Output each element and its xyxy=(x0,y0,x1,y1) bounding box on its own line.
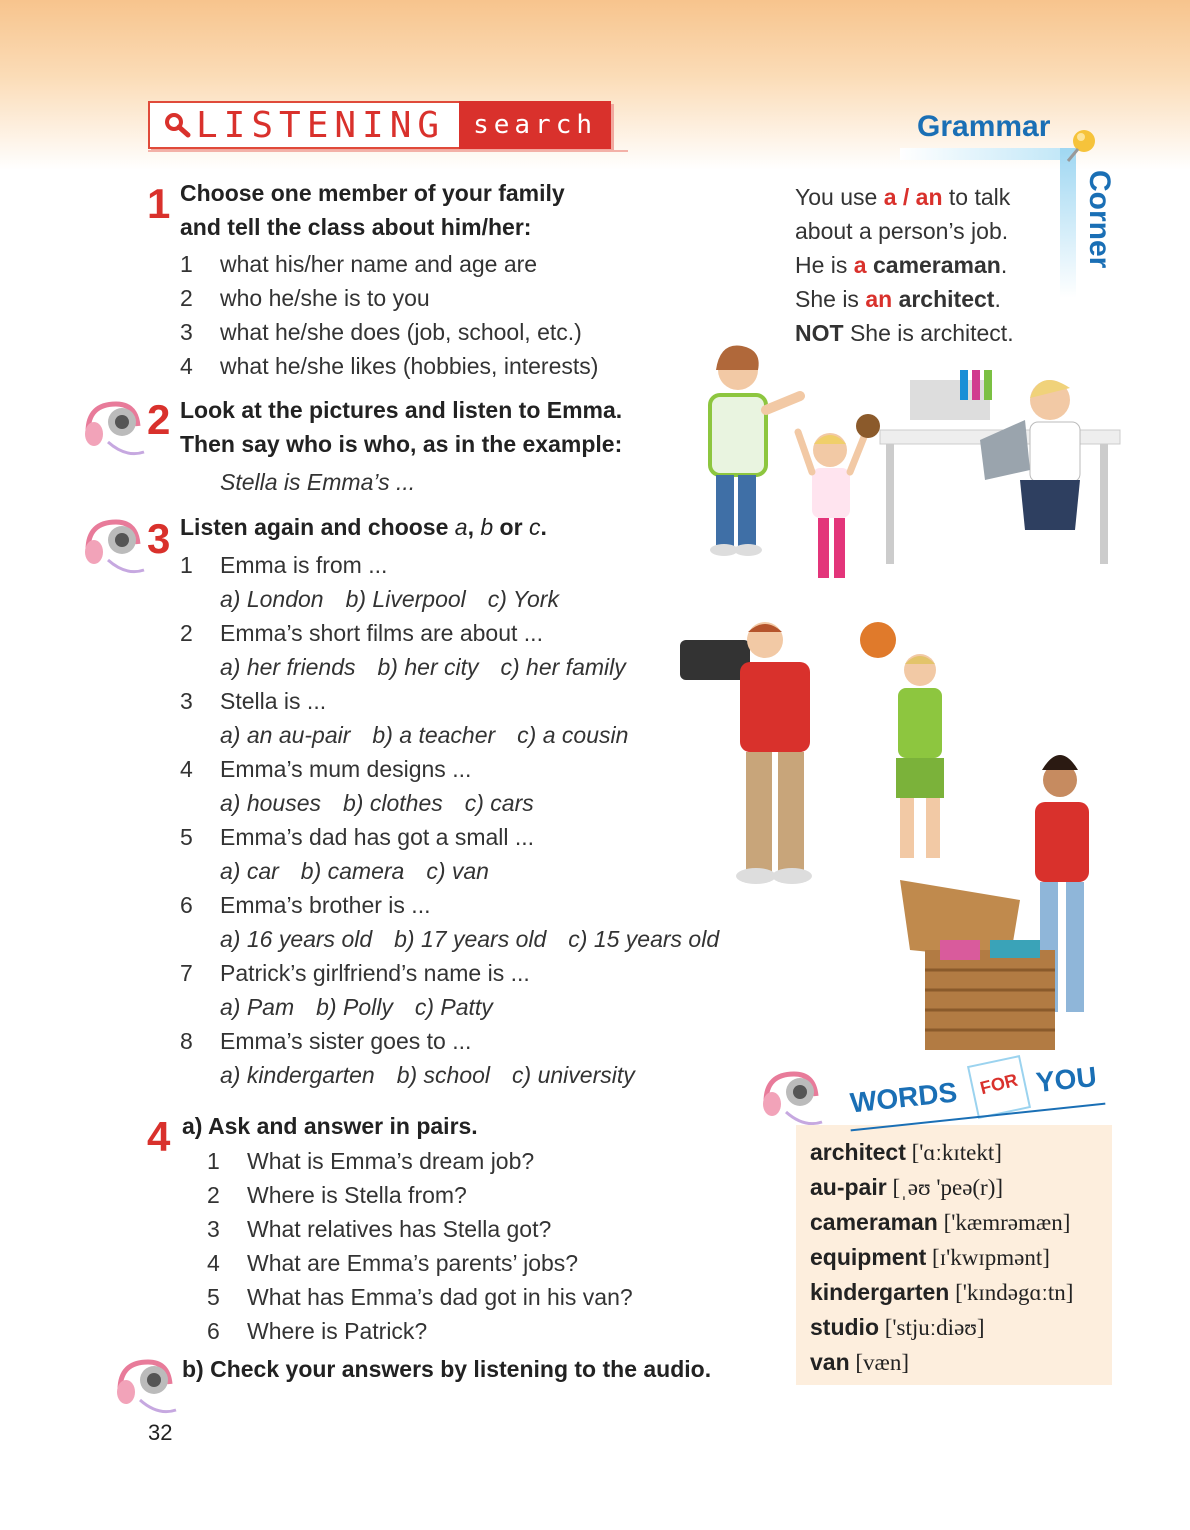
list-item: 2 Where is Stella from? xyxy=(207,1182,467,1208)
list-item: 5 What has Emma’s dad got in his van? xyxy=(207,1284,633,1310)
words-for-you-title xyxy=(850,1060,1110,1122)
answer-options: a) an au-pair b) a teacher c) a cousin xyxy=(220,722,629,748)
pushpin-icon xyxy=(1062,125,1102,165)
list-item: 3 what he/she does (job, school, etc.) xyxy=(180,319,582,345)
answer-options: a) Pam b) Polly c) Patty xyxy=(220,994,493,1020)
exercise-4-part-b: b) Check your answers by listening to the audio. xyxy=(182,1356,712,1382)
grammar-line: She is an architect. xyxy=(795,286,1001,312)
list-item: 4 What are Emma’s parents’ jobs? xyxy=(207,1250,579,1276)
answer-options: a) London b) Liverpool c) York xyxy=(220,586,559,612)
question-item: 7 Patrick’s girlfriend’s name is ... xyxy=(180,960,530,986)
words-title-part: WORDS xyxy=(848,1076,959,1119)
question-item: 5 Emma’s dad has got a small ... xyxy=(180,824,535,850)
stella-figure xyxy=(710,346,800,557)
header-underline xyxy=(148,150,628,152)
answer-options: a) kindergarten b) school c) university xyxy=(220,1062,635,1088)
exercise-2-example: Stella is Emma’s ... xyxy=(220,469,416,495)
vocab-item: cameraman ['kæmrəmæn] xyxy=(810,1209,1071,1235)
little-girl-figure xyxy=(798,414,880,578)
exercise-4-list xyxy=(207,1144,633,1348)
exercise-1-number: 1 xyxy=(147,180,171,227)
list-item: 1 What is Emma’s dream job? xyxy=(207,1148,535,1174)
words-title-part: YOU xyxy=(1034,1060,1099,1099)
list-item: 4 what he/she likes (hobbies, interests) xyxy=(180,353,599,379)
family-illustration xyxy=(680,340,1140,1110)
vocab-item: architect ['ɑːkɪtekt] xyxy=(810,1139,1002,1165)
headphones-icon[interactable] xyxy=(78,392,148,462)
grammar-corner-title: Grammar xyxy=(917,110,1051,143)
vocab-item: studio ['stjuːdiəʊ] xyxy=(810,1314,985,1340)
exercise-4-part-a: a) Ask and answer in pairs. xyxy=(182,1113,478,1139)
vocab-item: kindergarten ['kɪndəgɑːtn] xyxy=(810,1279,1074,1305)
words-for-you-list xyxy=(810,1135,1073,1380)
headphones-icon[interactable] xyxy=(78,510,148,580)
instruction-line: and tell the class about him/her: xyxy=(180,214,532,240)
answer-options: a) 16 years old b) 17 years old c) 15 years old xyxy=(220,926,720,952)
list-item: 2 who he/she is to you xyxy=(180,285,430,311)
list-item: 6 Where is Patrick? xyxy=(207,1318,428,1344)
architect-mum-figure xyxy=(880,370,1120,564)
answer-options: a) her friends b) her city c) her family xyxy=(220,654,626,680)
question-item: 8 Emma’s sister goes to ... xyxy=(180,1028,472,1054)
cameraman-dad-figure xyxy=(680,622,812,884)
vocab-item: equipment [ɪ'kwɪpmənt] xyxy=(810,1244,1050,1270)
grammar-corner-bar xyxy=(1060,148,1076,298)
grammar-line: You use a / an to talk xyxy=(795,184,1011,210)
list-item: 1 what his/her name and age are xyxy=(180,251,538,277)
answer-options: a) car b) camera c) van xyxy=(220,858,489,884)
question-item: 2 Emma’s short films are about ... xyxy=(180,620,543,646)
grammar-line: about a person’s job. xyxy=(795,218,1009,244)
page-number: 32 xyxy=(148,1420,173,1445)
exercise-4-number: 4 xyxy=(147,1113,171,1160)
exercise-2-instruction xyxy=(180,393,622,461)
list-item: 3 What relatives has Stella got? xyxy=(207,1216,552,1242)
grammar-corner-label: Corner xyxy=(1083,170,1116,269)
magnifier-icon xyxy=(162,110,192,140)
exercise-1-list xyxy=(180,247,598,383)
question-item: 6 Emma’s brother is ... xyxy=(180,892,431,918)
instruction-line: Choose one member of your family xyxy=(180,180,565,206)
question-item: 3 Stella is ... xyxy=(180,688,327,714)
words-title-part: FOR xyxy=(978,1069,1020,1099)
instruction-line: Then say who is who, as in the example: xyxy=(180,431,623,457)
exercise-3-instruction: Listen again and choose a, b or c. xyxy=(180,514,547,540)
header-tag: search xyxy=(459,101,611,149)
question-item: 1 Emma is from ... xyxy=(180,552,388,578)
exercise-2-number: 2 xyxy=(147,396,171,443)
section-header xyxy=(148,101,611,149)
exercise-3-number: 3 xyxy=(147,515,171,562)
grammar-corner-bar xyxy=(900,148,1070,160)
header-title: LISTENING xyxy=(196,104,446,146)
answer-options: a) houses b) clothes c) cars xyxy=(220,790,534,816)
grammar-line: NOT She is architect. xyxy=(795,320,1014,346)
exercise-3-list xyxy=(180,548,741,1092)
grammar-line: He is a cameraman. xyxy=(795,252,1008,278)
exercise-1-instruction xyxy=(180,176,565,244)
picnic-basket xyxy=(900,880,1055,1050)
question-item: 4 Emma’s mum designs ... xyxy=(180,756,472,782)
vocab-item: van [væn] xyxy=(810,1349,910,1375)
instruction-line: Look at the pictures and listen to Emma. xyxy=(180,397,623,423)
vocab-item: au-pair [ˌəʊ 'peə(r)] xyxy=(810,1174,1004,1200)
grammar-corner-text xyxy=(795,180,1055,350)
headphones-icon[interactable] xyxy=(110,1350,180,1420)
header-title-box xyxy=(148,101,459,149)
basketball-brother-figure xyxy=(860,622,944,858)
